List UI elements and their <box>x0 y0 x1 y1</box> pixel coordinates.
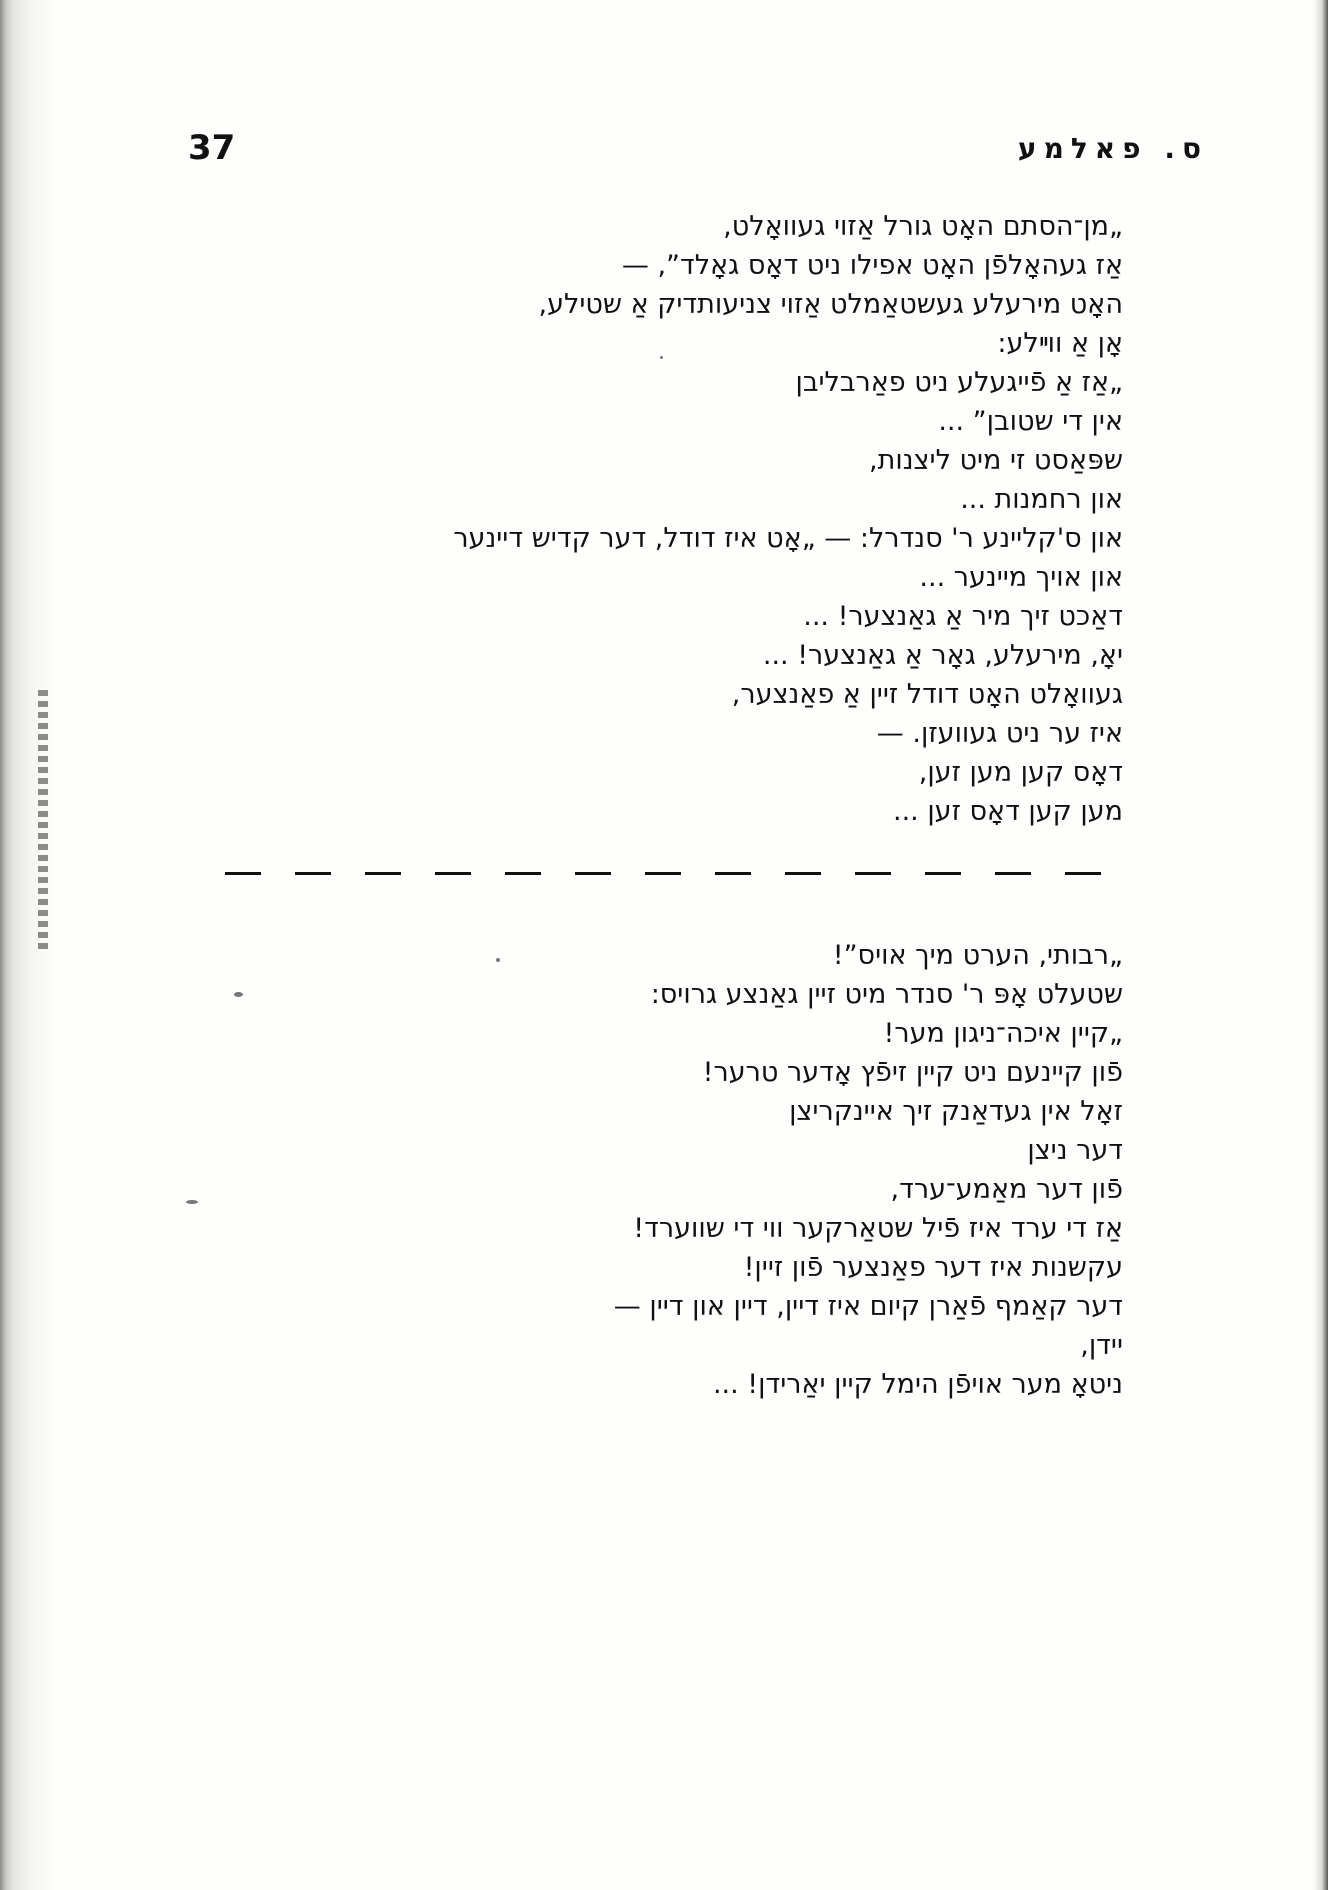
poem-line: און רחמנות ... <box>960 484 1123 515</box>
poem-line: פֿון דער מאַמע־ערד, <box>890 1174 1123 1205</box>
poem-line: יאָ, מירעלע, גאָר אַ גאַנצער! ... <box>762 640 1123 671</box>
poem-line: זאָל אין געדאַנק זיך איינקריצן <box>789 1096 1123 1127</box>
poem-line: האָט מירעלע געשטאַמלט אַזוי צניעותדיק אַ שטילע, <box>538 289 1123 320</box>
poem-line: „מן־הסתם האָט גורל אַזוי געוואָלט, <box>723 211 1123 242</box>
poem-line: דער ניצן <box>1027 1135 1123 1166</box>
page-edge-shadow <box>1314 0 1328 1890</box>
poem-line: דאַכט זיך מיר אַ גאַנצער! ... <box>803 601 1123 632</box>
running-header-author: ס. פאלמע <box>1017 132 1208 165</box>
poem-line: דאָס קען מען זען, <box>918 757 1123 788</box>
poem-line: אין די שטובן” ... <box>938 406 1123 437</box>
stanza-1 <box>453 207 1123 831</box>
poem-line: און אויך מיינער ... <box>919 562 1123 593</box>
poem-line: געוואָלט האָט דודל זיין אַ פאַנצער, <box>731 679 1123 710</box>
paper-speck <box>496 958 500 962</box>
poem-line: מען קען דאָס זען ... <box>892 796 1123 827</box>
poem-line: „אַז אַ פֿייגעלע ניט פאַרבליבן <box>795 367 1123 398</box>
poem-line: אָן אַ ווײלע: <box>997 328 1123 359</box>
poem-line: יידן, <box>1080 1330 1123 1361</box>
poem-line: פֿון קיינעם ניט קיין זיפֿץ אָדער טרער! <box>702 1057 1123 1088</box>
poem-line: איז ער ניט געוועזן. — <box>876 718 1123 749</box>
poem-line: שפּאַסט זי מיט ליצנות, <box>869 445 1123 476</box>
poem-line: דער קאַמף פֿאַרן קיום איז דיין, דיין און דיין — <box>613 1291 1123 1322</box>
paper-speck <box>186 1200 198 1204</box>
poem-line: אַז געהאָלפֿן האָט אפילו ניט דאָס גאָלד”, — <box>621 250 1123 281</box>
section-divider-dashes <box>225 872 1105 875</box>
paper-speck <box>660 356 663 359</box>
gutter-stamp-mark <box>38 690 48 950</box>
page-number: 37 <box>188 128 236 168</box>
stanza-2 <box>614 936 1123 1404</box>
poem-line: „רבותי, הערט מיך אויס”! <box>832 940 1123 971</box>
poem-line: ניטאָ מער אויפֿן הימל קיין יאַרידן! ... <box>712 1369 1123 1400</box>
poem-line: שטעלט אָפּ ר' סנדר מיט זיין גאַנצע גרויס: <box>650 979 1123 1010</box>
poem-line: און ס'קליינע ר' סנדרל: — „אָט איז דודל, דער קדיש דיינער <box>453 523 1123 554</box>
poem-line: אַז די ערד איז פֿיל שטאַרקער ווי די שווערד! <box>633 1213 1123 1244</box>
poem-line: „קיין איכה־ניגון מער! <box>883 1018 1123 1049</box>
paper-speck <box>234 992 243 997</box>
poem-line: עקשנות איז דער פאַנצער פֿון זיין! <box>743 1252 1123 1283</box>
